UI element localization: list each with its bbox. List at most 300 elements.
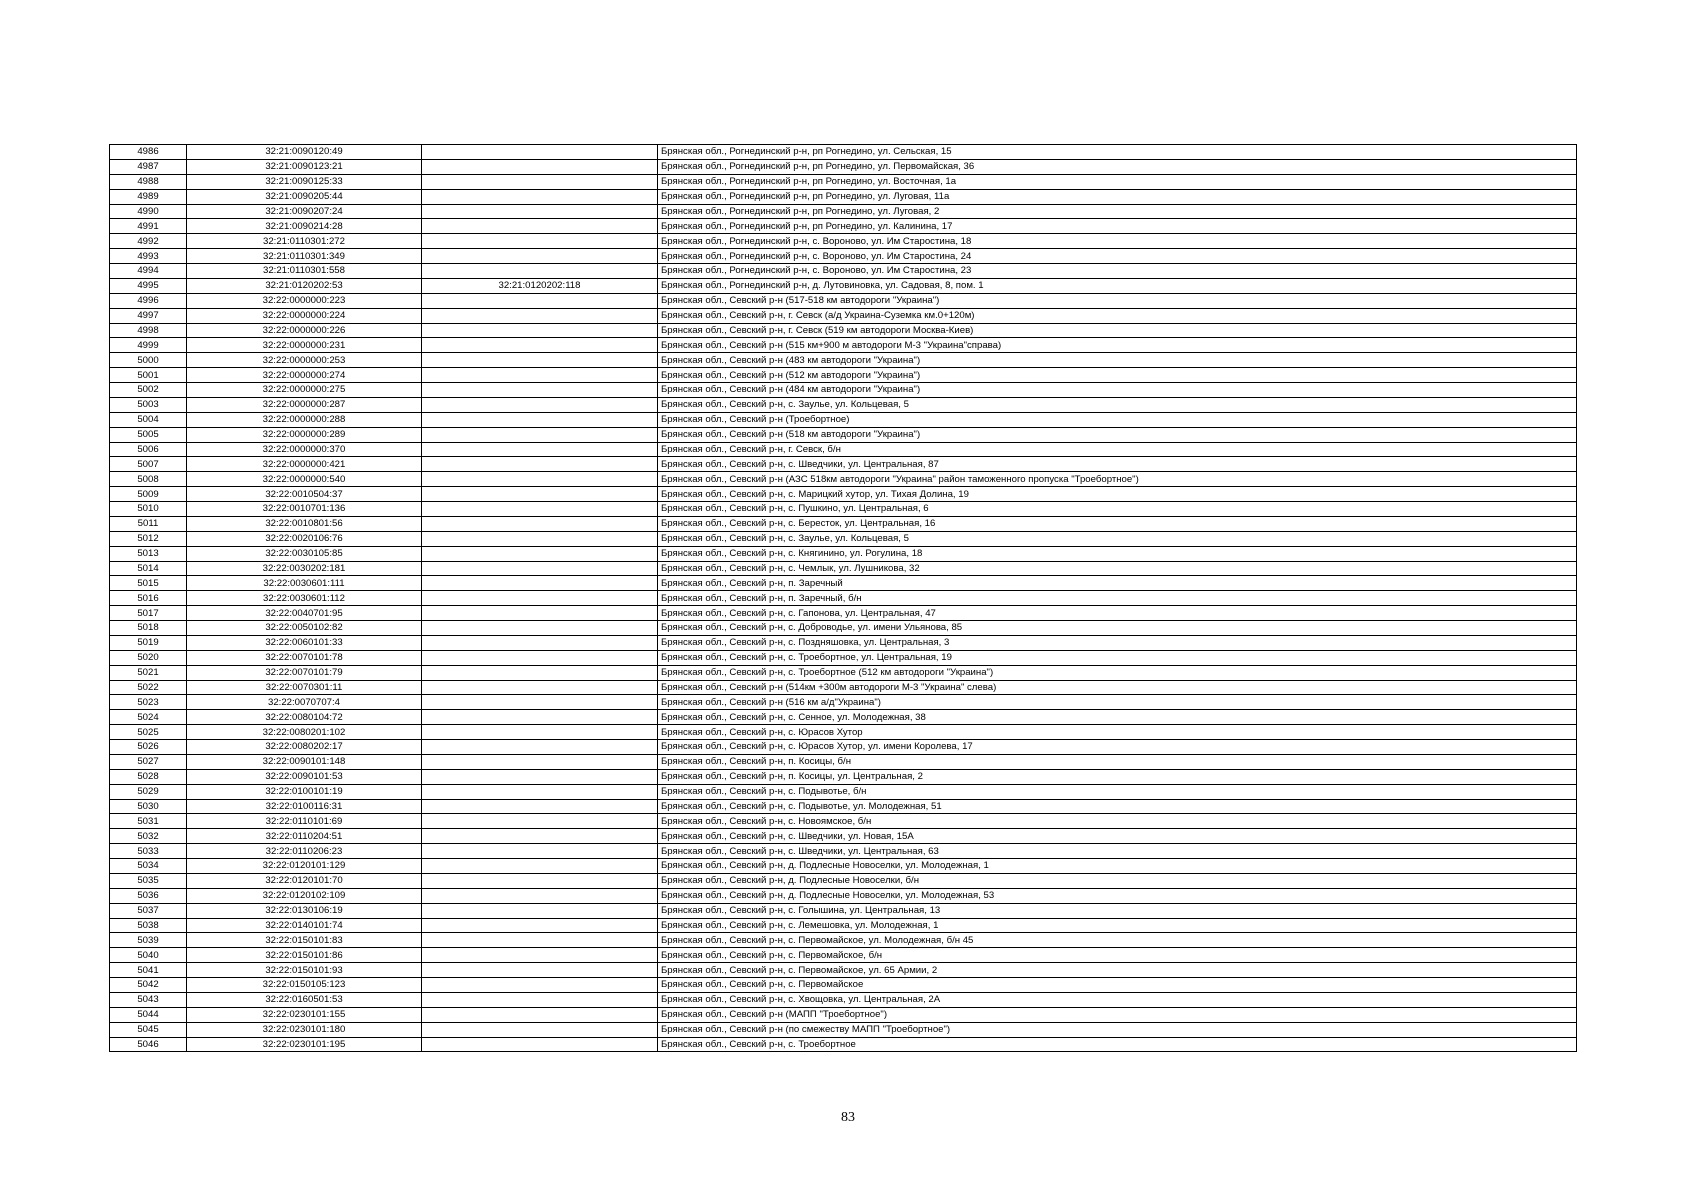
address-cell: Брянская обл., Севский р-н, п. Косицы, б/н — [658, 754, 1577, 769]
row-number-cell: 5016 — [110, 591, 187, 606]
table-row — [110, 799, 1577, 814]
address-cell: Брянская обл., Рогнединский р-н, рп Рогнедино, ул. Луговая, 11а — [658, 189, 1577, 204]
cadastral-number-cell: 32:22:0040701:95 — [187, 606, 422, 621]
address-cell: Брянская обл., Севский р-н, с. Поздняшовка, ул. Центральная, 3 — [658, 635, 1577, 650]
row-number-cell: 5011 — [110, 516, 187, 531]
table-row — [110, 219, 1577, 234]
address-cell: Брянская обл., Севский р-н, с. Первомайское, ул. Молодежная, б/н 45 — [658, 933, 1577, 948]
extra-cadastral-cell — [422, 1022, 658, 1037]
row-number-cell: 5038 — [110, 918, 187, 933]
address-cell: Брянская обл., Севский р-н (518 км автодороги "Украина") — [658, 427, 1577, 442]
row-number-cell: 5008 — [110, 472, 187, 487]
table-row — [110, 754, 1577, 769]
row-number-cell: 5046 — [110, 1037, 187, 1052]
cadastral-number-cell: 32:22:0120102:109 — [187, 888, 422, 903]
table-row — [110, 189, 1577, 204]
cadastral-number-cell: 32:22:0000000:223 — [187, 293, 422, 308]
address-cell: Брянская обл., Севский р-н, с. Сенное, ул. Молодежная, 38 — [658, 710, 1577, 725]
cadastral-number-cell: 32:21:0120202:53 — [187, 278, 422, 293]
address-cell: Брянская обл., Рогнединский р-н, с. Вороново, ул. Им Старостина, 18 — [658, 234, 1577, 249]
extra-cadastral-cell — [422, 174, 658, 189]
table-row — [110, 680, 1577, 695]
cadastral-number-cell: 32:22:0030202:181 — [187, 561, 422, 576]
row-number-cell: 5001 — [110, 368, 187, 383]
extra-cadastral-cell: 32:21:0120202:118 — [422, 278, 658, 293]
row-number-cell: 4993 — [110, 249, 187, 264]
address-cell: Брянская обл., Севский р-н, с. Троебортное, ул. Центральная, 19 — [658, 650, 1577, 665]
extra-cadastral-cell — [422, 189, 658, 204]
extra-cadastral-cell — [422, 769, 658, 784]
address-cell: Брянская обл., Рогнединский р-н, рп Рогнедино, ул. Восточная, 1а — [658, 174, 1577, 189]
address-cell: Брянская обл., Севский р-н, г. Севск, б/н — [658, 442, 1577, 457]
extra-cadastral-cell — [422, 368, 658, 383]
extra-cadastral-cell — [422, 1007, 658, 1022]
extra-cadastral-cell — [422, 680, 658, 695]
cadastral-number-cell: 32:22:0010801:56 — [187, 516, 422, 531]
row-number-cell: 4991 — [110, 219, 187, 234]
row-number-cell: 5041 — [110, 963, 187, 978]
address-cell: Брянская обл., Севский р-н, с. Лемешовка, ул. Молодежная, 1 — [658, 918, 1577, 933]
address-cell: Брянская обл., Севский р-н (516 км а/д"Украина") — [658, 695, 1577, 710]
page-number: 83 — [841, 1110, 855, 1125]
cadastral-number-cell: 32:22:0120101:129 — [187, 859, 422, 874]
row-number-cell: 5040 — [110, 948, 187, 963]
cadastral-number-cell: 32:22:0120101:70 — [187, 873, 422, 888]
address-cell: Брянская обл., Севский р-н, г. Севск (а/д Украина-Суземка км.0+120м) — [658, 308, 1577, 323]
table-row — [110, 457, 1577, 472]
extra-cadastral-cell — [422, 234, 658, 249]
cadastral-number-cell: 32:21:0110301:349 — [187, 249, 422, 264]
cadastral-number-cell: 32:21:0110301:272 — [187, 234, 422, 249]
extra-cadastral-cell — [422, 323, 658, 338]
address-cell: Брянская обл., Рогнединский р-н, рп Рогнедино, ул. Луговая, 2 — [658, 204, 1577, 219]
row-number-cell: 4986 — [110, 145, 187, 160]
row-number-cell: 5003 — [110, 397, 187, 412]
table-row — [110, 412, 1577, 427]
address-cell: Брянская обл., Севский р-н, п. Заречный, б/н — [658, 591, 1577, 606]
extra-cadastral-cell — [422, 159, 658, 174]
row-number-cell: 5014 — [110, 561, 187, 576]
cadastral-number-cell: 32:21:0090125:33 — [187, 174, 422, 189]
cadastral-number-cell: 32:21:0090214:28 — [187, 219, 422, 234]
row-number-cell: 5028 — [110, 769, 187, 784]
table-row — [110, 635, 1577, 650]
cadastral-number-cell: 32:22:0000000:289 — [187, 427, 422, 442]
row-number-cell: 5013 — [110, 546, 187, 561]
cadastral-number-cell: 32:22:0010701:136 — [187, 502, 422, 517]
address-cell: Брянская обл., Севский р-н, с. Первомайское — [658, 978, 1577, 993]
cadastral-number-cell: 32:21:0090123:21 — [187, 159, 422, 174]
address-cell: Брянская обл., Севский р-н, д. Подлесные Новоселки, ул. Молодежная, 1 — [658, 859, 1577, 874]
extra-cadastral-cell — [422, 859, 658, 874]
table-row — [110, 353, 1577, 368]
row-number-cell: 5007 — [110, 457, 187, 472]
extra-cadastral-cell — [422, 725, 658, 740]
table-row — [110, 814, 1577, 829]
row-number-cell: 5020 — [110, 650, 187, 665]
extra-cadastral-cell — [422, 1037, 658, 1052]
extra-cadastral-cell — [422, 412, 658, 427]
cadastral-number-cell: 32:22:0070301:11 — [187, 680, 422, 695]
address-cell: Брянская обл., Севский р-н, с. Чемлык, ул. Лушникова, 32 — [658, 561, 1577, 576]
cadastral-number-cell: 32:22:0050102:82 — [187, 621, 422, 636]
extra-cadastral-cell — [422, 531, 658, 546]
table-row — [110, 427, 1577, 442]
cadastral-number-cell: 32:22:0000000:370 — [187, 442, 422, 457]
cadastral-number-cell: 32:22:0030601:111 — [187, 576, 422, 591]
cadastral-number-cell: 32:22:0090101:148 — [187, 754, 422, 769]
address-cell: Брянская обл., Севский р-н, с. Гапонова, ул. Центральная, 47 — [658, 606, 1577, 621]
row-number-cell: 5030 — [110, 799, 187, 814]
row-number-cell: 5027 — [110, 754, 187, 769]
table-row — [110, 784, 1577, 799]
address-cell: Брянская обл., Севский р-н, д. Подлесные Новоселки, б/н — [658, 873, 1577, 888]
address-cell: Брянская обл., Севский р-н (514км +300м автодороги М-3 "Украина" слева) — [658, 680, 1577, 695]
cadastral-number-cell: 32:22:0080202:17 — [187, 740, 422, 755]
table-row — [110, 145, 1577, 160]
cadastral-number-cell: 32:21:0090120:49 — [187, 145, 422, 160]
extra-cadastral-cell — [422, 963, 658, 978]
address-cell: Брянская обл., Севский р-н (484 км автодороги "Украина") — [658, 383, 1577, 398]
address-cell: Брянская обл., Севский р-н, с. Заулье, ул. Кольцевая, 5 — [658, 531, 1577, 546]
extra-cadastral-cell — [422, 784, 658, 799]
row-number-cell: 5012 — [110, 531, 187, 546]
address-cell: Брянская обл., Севский р-н, с. Шведчики, ул. Новая, 15А — [658, 829, 1577, 844]
row-number-cell: 5024 — [110, 710, 187, 725]
cadastral-number-cell: 32:22:0230101:180 — [187, 1022, 422, 1037]
address-cell: Брянская обл., Севский р-н, п. Заречный — [658, 576, 1577, 591]
table-row — [110, 873, 1577, 888]
cadastral-number-cell: 32:22:0000000:540 — [187, 472, 422, 487]
extra-cadastral-cell — [422, 457, 658, 472]
table-row — [110, 293, 1577, 308]
extra-cadastral-cell — [422, 665, 658, 680]
extra-cadastral-cell — [422, 606, 658, 621]
cadastral-number-cell: 32:22:0070707:4 — [187, 695, 422, 710]
row-number-cell: 4998 — [110, 323, 187, 338]
table-row — [110, 888, 1577, 903]
extra-cadastral-cell — [422, 145, 658, 160]
table-row — [110, 308, 1577, 323]
cadastral-number-cell: 32:22:0100116:31 — [187, 799, 422, 814]
table-row — [110, 546, 1577, 561]
extra-cadastral-cell — [422, 844, 658, 859]
extra-cadastral-cell — [422, 219, 658, 234]
row-number-cell: 5005 — [110, 427, 187, 442]
address-cell: Брянская обл., Севский р-н, г. Севск (519 км автодороги Москва-Киев) — [658, 323, 1577, 338]
cadastral-number-cell: 32:22:0020106:76 — [187, 531, 422, 546]
row-number-cell: 5034 — [110, 859, 187, 874]
address-cell: Брянская обл., Севский р-н, с. Первомайское, ул. 65 Армии, 2 — [658, 963, 1577, 978]
address-cell: Брянская обл., Рогнединский р-н, д. Лутовиновка, ул. Садовая, 8, пом. 1 — [658, 278, 1577, 293]
table-row — [110, 234, 1577, 249]
cadastral-number-cell: 32:22:0080201:102 — [187, 725, 422, 740]
row-number-cell: 5000 — [110, 353, 187, 368]
extra-cadastral-cell — [422, 397, 658, 412]
cadastral-number-cell: 32:22:0060101:33 — [187, 635, 422, 650]
extra-cadastral-cell — [422, 264, 658, 279]
table-row — [110, 383, 1577, 398]
extra-cadastral-cell — [422, 740, 658, 755]
table-row — [110, 502, 1577, 517]
cadastral-number-cell: 32:22:0000000:224 — [187, 308, 422, 323]
cadastral-number-cell: 32:22:0000000:231 — [187, 338, 422, 353]
extra-cadastral-cell — [422, 873, 658, 888]
row-number-cell: 5023 — [110, 695, 187, 710]
table-row — [110, 576, 1577, 591]
extra-cadastral-cell — [422, 516, 658, 531]
cadastral-number-cell: 32:22:0160501:53 — [187, 992, 422, 1007]
row-number-cell: 5043 — [110, 992, 187, 1007]
table-row — [110, 740, 1577, 755]
table-row — [110, 859, 1577, 874]
row-number-cell: 5033 — [110, 844, 187, 859]
cadastral-number-cell: 32:22:0140101:74 — [187, 918, 422, 933]
address-cell: Брянская обл., Севский р-н, с. Подывотье, ул. Молодежная, 51 — [658, 799, 1577, 814]
table-row — [110, 442, 1577, 457]
extra-cadastral-cell — [422, 814, 658, 829]
extra-cadastral-cell — [422, 308, 658, 323]
cadastral-table — [109, 144, 1577, 1052]
address-cell: Брянская обл., Севский р-н, с. Новоямское, б/н — [658, 814, 1577, 829]
cadastral-number-cell: 32:22:0010504:37 — [187, 487, 422, 502]
table-row — [110, 1022, 1577, 1037]
row-number-cell: 4992 — [110, 234, 187, 249]
cadastral-number-cell: 32:22:0130106:19 — [187, 903, 422, 918]
cadastral-number-cell: 32:22:0110206:23 — [187, 844, 422, 859]
row-number-cell: 4999 — [110, 338, 187, 353]
table-row — [110, 933, 1577, 948]
table-row — [110, 264, 1577, 279]
row-number-cell: 5009 — [110, 487, 187, 502]
address-cell: Брянская обл., Севский р-н, с. Княгинино, ул. Рогулина, 18 — [658, 546, 1577, 561]
address-cell: Брянская обл., Рогнединский р-н, рп Рогнедино, ул. Первомайская, 36 — [658, 159, 1577, 174]
extra-cadastral-cell — [422, 992, 658, 1007]
cadastral-number-cell: 32:22:0090101:53 — [187, 769, 422, 784]
row-number-cell: 5035 — [110, 873, 187, 888]
row-number-cell: 4988 — [110, 174, 187, 189]
cadastral-number-cell: 32:21:0090207:24 — [187, 204, 422, 219]
cadastral-number-cell: 32:22:0110101:69 — [187, 814, 422, 829]
extra-cadastral-cell — [422, 502, 658, 517]
row-number-cell: 4995 — [110, 278, 187, 293]
extra-cadastral-cell — [422, 903, 658, 918]
address-cell: Брянская обл., Севский р-н, с. Подывотье, б/н — [658, 784, 1577, 799]
row-number-cell: 5042 — [110, 978, 187, 993]
extra-cadastral-cell — [422, 650, 658, 665]
table-row — [110, 561, 1577, 576]
address-cell: Брянская обл., Севский р-н, с. Троебортное (512 км автодороги "Украина") — [658, 665, 1577, 680]
row-number-cell: 5036 — [110, 888, 187, 903]
table-body — [110, 145, 1577, 1052]
extra-cadastral-cell — [422, 383, 658, 398]
table-row — [110, 650, 1577, 665]
extra-cadastral-cell — [422, 204, 658, 219]
table-row — [110, 338, 1577, 353]
extra-cadastral-cell — [422, 472, 658, 487]
address-cell: Брянская обл., Севский р-н, с. Юрасов Хутор, ул. имени Королева, 17 — [658, 740, 1577, 755]
table-row — [110, 174, 1577, 189]
extra-cadastral-cell — [422, 487, 658, 502]
extra-cadastral-cell — [422, 338, 658, 353]
table-row — [110, 621, 1577, 636]
row-number-cell: 5044 — [110, 1007, 187, 1022]
table-row — [110, 368, 1577, 383]
row-number-cell: 5010 — [110, 502, 187, 517]
extra-cadastral-cell — [422, 621, 658, 636]
cadastral-number-cell: 32:21:0090205:44 — [187, 189, 422, 204]
extra-cadastral-cell — [422, 576, 658, 591]
table-row — [110, 665, 1577, 680]
extra-cadastral-cell — [422, 888, 658, 903]
table-row — [110, 487, 1577, 502]
table-row — [110, 725, 1577, 740]
address-cell: Брянская обл., Севский р-н, с. Доброводье, ул. имени Ульянова, 85 — [658, 621, 1577, 636]
cadastral-number-cell: 32:22:0000000:287 — [187, 397, 422, 412]
table-row — [110, 963, 1577, 978]
table-row — [110, 918, 1577, 933]
row-number-cell: 4994 — [110, 264, 187, 279]
cadastral-number-cell: 32:22:0000000:226 — [187, 323, 422, 338]
address-cell: Брянская обл., Севский р-н, с. Шведчики, ул. Центральная, 87 — [658, 457, 1577, 472]
table-row — [110, 204, 1577, 219]
cadastral-number-cell: 32:22:0080104:72 — [187, 710, 422, 725]
table-row — [110, 591, 1577, 606]
address-cell: Брянская обл., Севский р-н (АЗС 518км автодороги "Украина" район таможенного пропуска "Троебортное") — [658, 472, 1577, 487]
address-cell: Брянская обл., Севский р-н, с. Троебортное — [658, 1037, 1577, 1052]
address-cell: Брянская обл., Севский р-н (МАПП "Троебортное") — [658, 1007, 1577, 1022]
table-row — [110, 978, 1577, 993]
table-row — [110, 992, 1577, 1007]
extra-cadastral-cell — [422, 635, 658, 650]
cadastral-number-cell: 32:22:0000000:274 — [187, 368, 422, 383]
cadastral-number-cell: 32:22:0230101:195 — [187, 1037, 422, 1052]
table-row — [110, 769, 1577, 784]
row-number-cell: 5017 — [110, 606, 187, 621]
row-number-cell: 5039 — [110, 933, 187, 948]
extra-cadastral-cell — [422, 829, 658, 844]
row-number-cell: 4990 — [110, 204, 187, 219]
table-row — [110, 710, 1577, 725]
address-cell: Брянская обл., Севский р-н (512 км автодороги "Украина") — [658, 368, 1577, 383]
row-number-cell: 5015 — [110, 576, 187, 591]
cadastral-number-cell: 32:22:0070101:78 — [187, 650, 422, 665]
cadastral-number-cell: 32:22:0070101:79 — [187, 665, 422, 680]
cadastral-number-cell: 32:22:0110204:51 — [187, 829, 422, 844]
cadastral-number-cell: 32:22:0150101:83 — [187, 933, 422, 948]
table-row — [110, 695, 1577, 710]
table-row — [110, 249, 1577, 264]
extra-cadastral-cell — [422, 695, 658, 710]
row-number-cell: 5002 — [110, 383, 187, 398]
extra-cadastral-cell — [422, 918, 658, 933]
cadastral-number-cell: 32:22:0000000:253 — [187, 353, 422, 368]
row-number-cell: 5032 — [110, 829, 187, 844]
table-row — [110, 516, 1577, 531]
address-cell: Брянская обл., Рогнединский р-н, рп Рогнедино, ул. Сельская, 15 — [658, 145, 1577, 160]
table-row — [110, 472, 1577, 487]
row-number-cell: 5031 — [110, 814, 187, 829]
extra-cadastral-cell — [422, 754, 658, 769]
cadastral-number-cell: 32:22:0000000:275 — [187, 383, 422, 398]
table-row — [110, 903, 1577, 918]
extra-cadastral-cell — [422, 293, 658, 308]
row-number-cell: 5026 — [110, 740, 187, 755]
table-row — [110, 844, 1577, 859]
extra-cadastral-cell — [422, 933, 658, 948]
address-cell: Брянская обл., Севский р-н, п. Косицы, ул. Центральная, 2 — [658, 769, 1577, 784]
table-row — [110, 606, 1577, 621]
extra-cadastral-cell — [422, 591, 658, 606]
table-row — [110, 397, 1577, 412]
row-number-cell: 5021 — [110, 665, 187, 680]
cadastral-number-cell: 32:22:0150101:93 — [187, 963, 422, 978]
cadastral-number-cell: 32:22:0150101:86 — [187, 948, 422, 963]
row-number-cell: 4997 — [110, 308, 187, 323]
address-cell: Брянская обл., Севский р-н, с. Голышина, ул. Центральная, 13 — [658, 903, 1577, 918]
cadastral-number-cell: 32:22:0000000:421 — [187, 457, 422, 472]
row-number-cell: 4989 — [110, 189, 187, 204]
table-row — [110, 278, 1577, 293]
cadastral-number-cell: 32:22:0000000:288 — [187, 412, 422, 427]
address-cell: Брянская обл., Севский р-н (483 км автодороги "Украина") — [658, 353, 1577, 368]
table-row — [110, 829, 1577, 844]
address-cell: Брянская обл., Рогнединский р-н, с. Вороново, ул. Им Старостина, 24 — [658, 249, 1577, 264]
extra-cadastral-cell — [422, 799, 658, 814]
extra-cadastral-cell — [422, 710, 658, 725]
address-cell: Брянская обл., Севский р-н, с. Марицкий хутор, ул. Тихая Долина, 19 — [658, 487, 1577, 502]
row-number-cell: 5029 — [110, 784, 187, 799]
row-number-cell: 5018 — [110, 621, 187, 636]
table-row — [110, 323, 1577, 338]
row-number-cell: 4996 — [110, 293, 187, 308]
extra-cadastral-cell — [422, 249, 658, 264]
row-number-cell: 5006 — [110, 442, 187, 457]
address-cell: Брянская обл., Рогнединский р-н, рп Рогнедино, ул. Калинина, 17 — [658, 219, 1577, 234]
address-cell: Брянская обл., Севский р-н, д. Подлесные Новоселки, ул. Молодежная, 53 — [658, 888, 1577, 903]
cadastral-number-cell: 32:22:0030601:112 — [187, 591, 422, 606]
extra-cadastral-cell — [422, 427, 658, 442]
extra-cadastral-cell — [422, 948, 658, 963]
address-cell: Брянская обл., Севский р-н, с. Хвощовка, ул. Центральная, 2А — [658, 992, 1577, 1007]
extra-cadastral-cell — [422, 353, 658, 368]
extra-cadastral-cell — [422, 546, 658, 561]
address-cell: Брянская обл., Рогнединский р-н, с. Вороново, ул. Им Старостина, 23 — [658, 264, 1577, 279]
cadastral-number-cell: 32:22:0030105:85 — [187, 546, 422, 561]
address-cell: Брянская обл., Севский р-н, с. Шведчики, ул. Центральная, 63 — [658, 844, 1577, 859]
address-cell: Брянская обл., Севский р-н (515 км+900 м автодороги М-3 "Украина"справа) — [658, 338, 1577, 353]
cadastral-number-cell: 32:22:0100101:19 — [187, 784, 422, 799]
address-cell: Брянская обл., Севский р-н (по смежеству МАПП "Троебортное") — [658, 1022, 1577, 1037]
row-number-cell: 5004 — [110, 412, 187, 427]
table-row — [110, 948, 1577, 963]
table-row — [110, 159, 1577, 174]
address-cell: Брянская обл., Севский р-н, с. Пушкино, ул. Центральная, 6 — [658, 502, 1577, 517]
cadastral-number-cell: 32:22:0230101:155 — [187, 1007, 422, 1022]
address-cell: Брянская обл., Севский р-н, с. Бересток, ул. Центральная, 16 — [658, 516, 1577, 531]
address-cell: Брянская обл., Севский р-н, с. Юрасов Хутор — [658, 725, 1577, 740]
address-cell: Брянская обл., Севский р-н (517-518 км автодороги "Украина") — [658, 293, 1577, 308]
row-number-cell: 5022 — [110, 680, 187, 695]
row-number-cell: 5025 — [110, 725, 187, 740]
row-number-cell: 5037 — [110, 903, 187, 918]
address-cell: Брянская обл., Севский р-н, с. Заулье, ул. Кольцевая, 5 — [658, 397, 1577, 412]
table-row — [110, 1037, 1577, 1052]
extra-cadastral-cell — [422, 442, 658, 457]
extra-cadastral-cell — [422, 561, 658, 576]
cadastral-number-cell: 32:22:0150105:123 — [187, 978, 422, 993]
row-number-cell: 4987 — [110, 159, 187, 174]
